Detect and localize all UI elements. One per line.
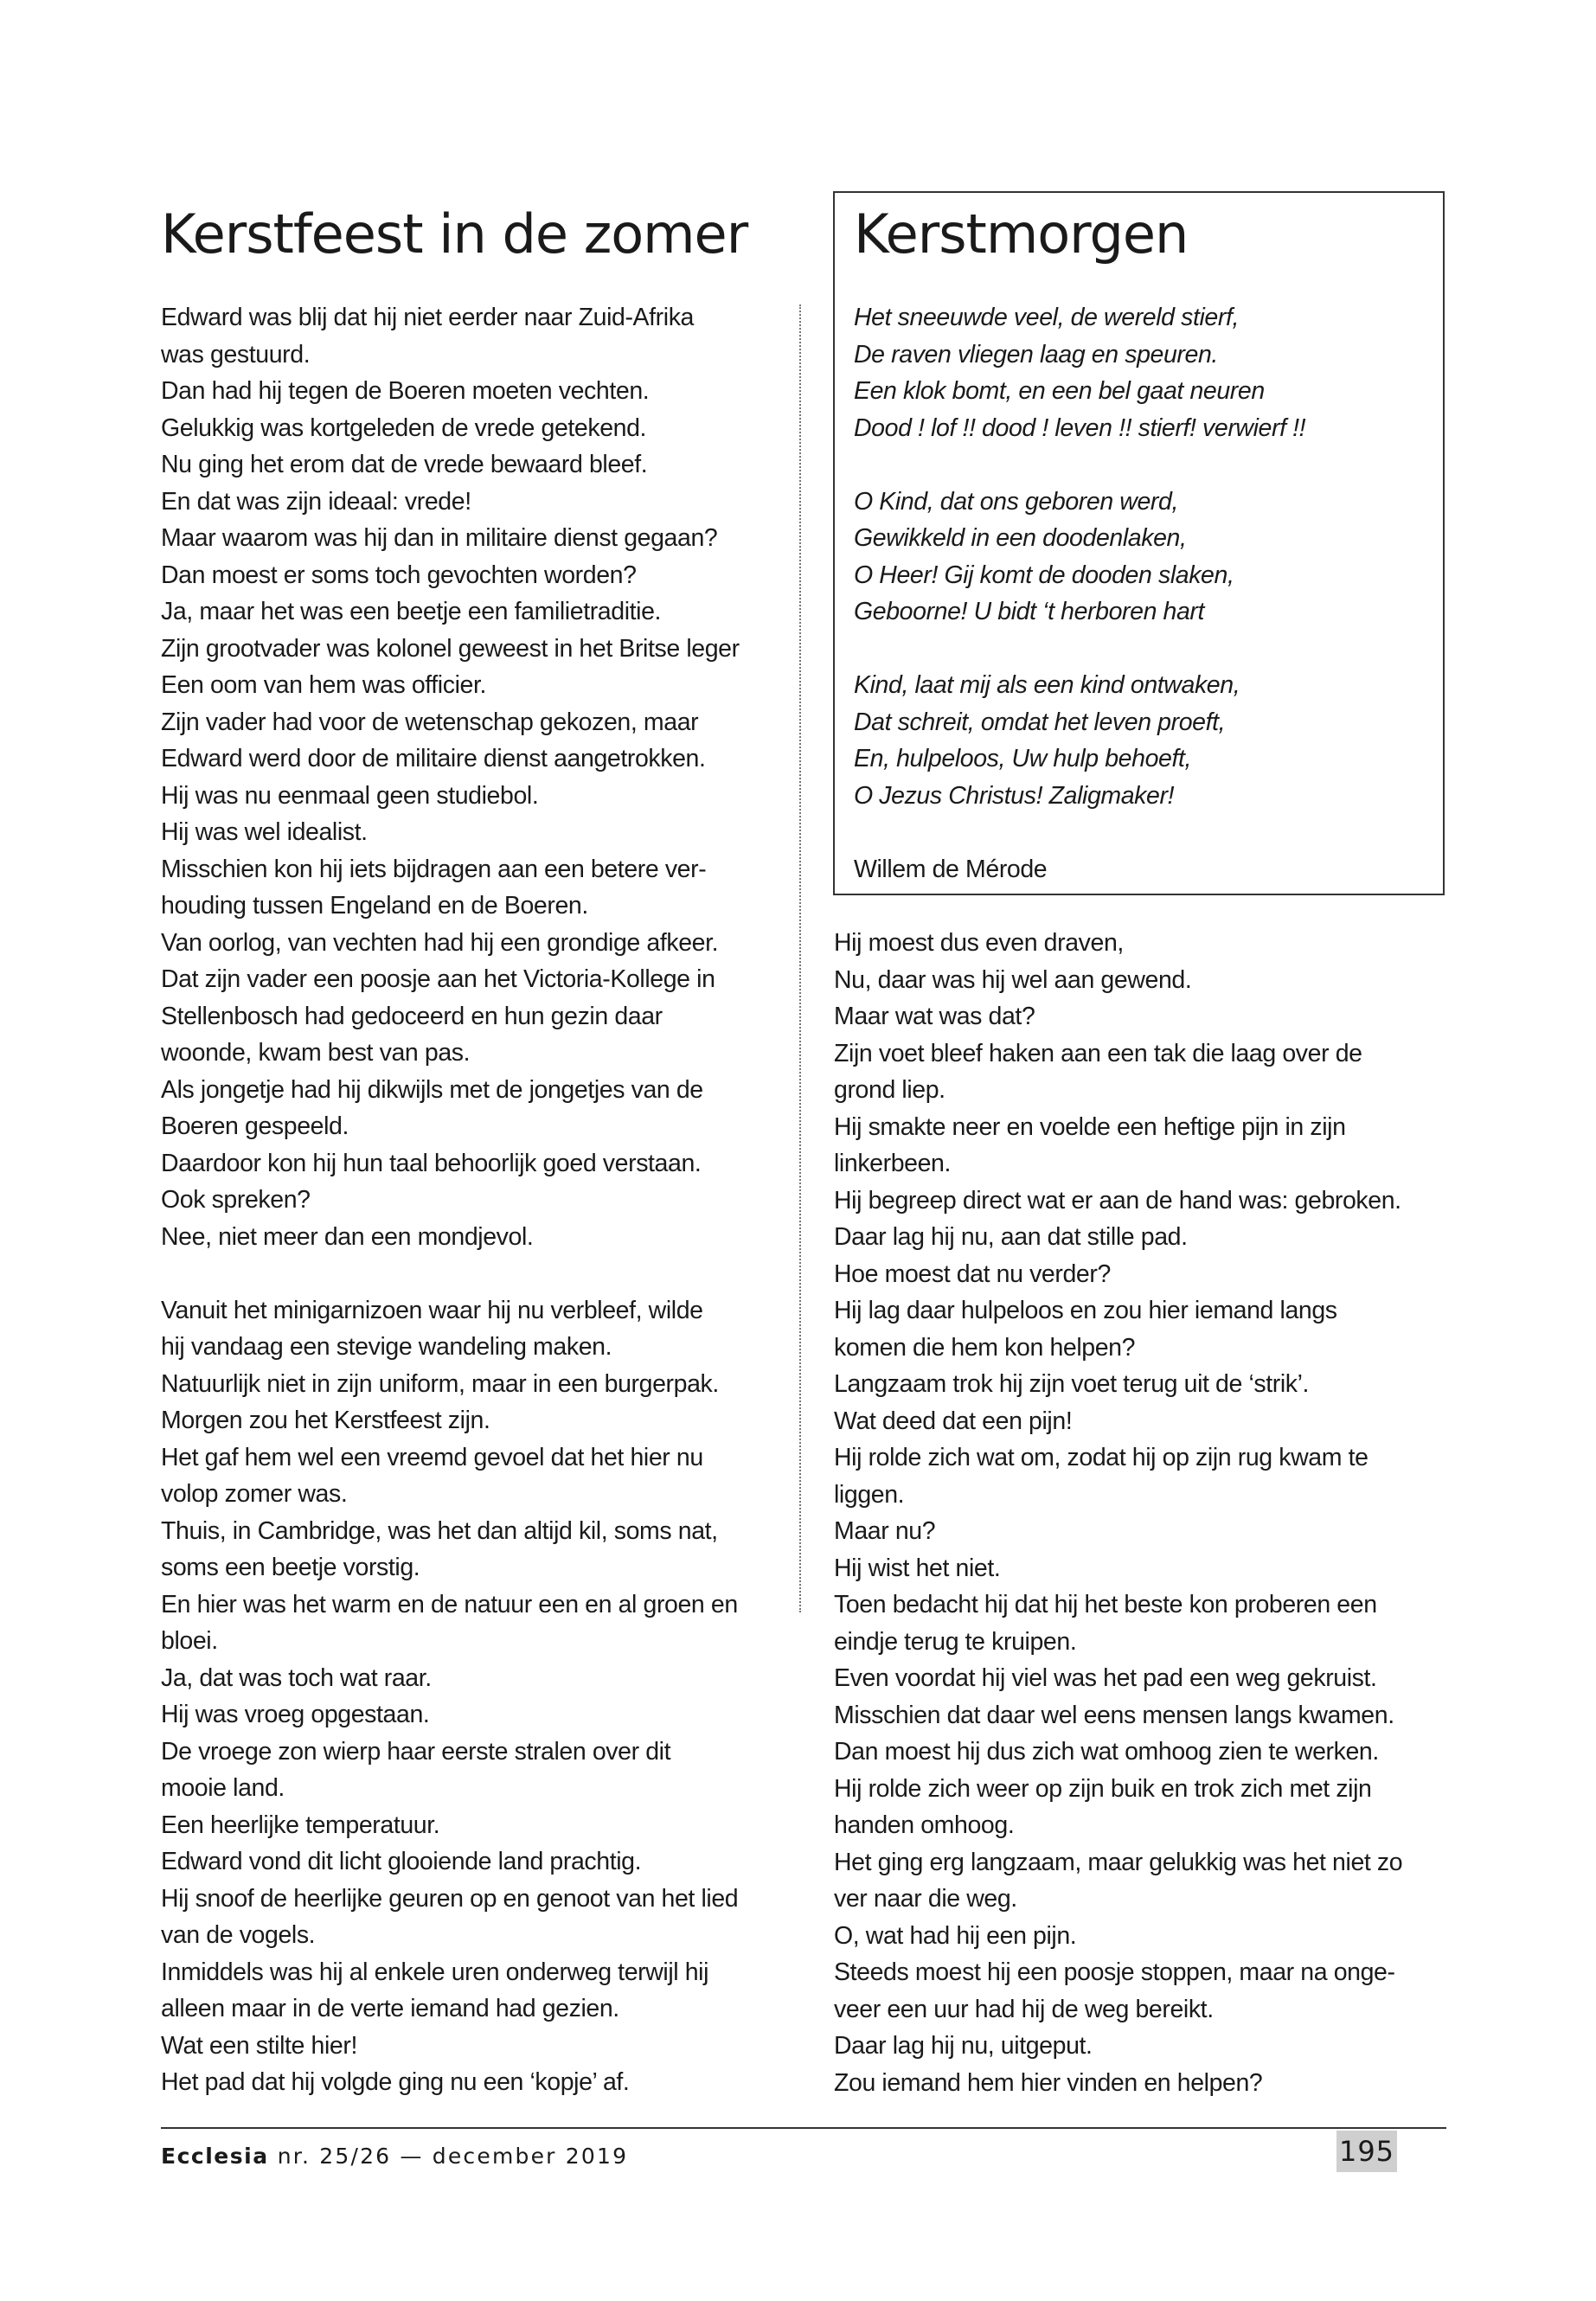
text-line: En hier was het warm en de natuur een en al groen en (161, 1590, 738, 1618)
text-line: Daardoor kon hij hun taal behoorlijk goed verstaan. (161, 1149, 702, 1177)
text-line: Een oom van hem was officier. (161, 671, 486, 699)
text-line: Zijn grootvader was kolonel geweest in het Britse leger (161, 634, 740, 663)
text-line: Hij begreep direct wat er aan de hand was: gebroken. (834, 1186, 1401, 1215)
poem-line: Gewikkeld in een doodenlaken, (854, 524, 1187, 552)
text-line: bloei. (161, 1627, 218, 1655)
article-left-column (161, 299, 784, 2101)
text-line: Het gaf hem wel een vreemd gevoel dat het hier nu (161, 1443, 703, 1471)
text-line: alleen maar in de verte iemand had gezien. (161, 1995, 619, 2022)
text-line: Hoe moest dat nu verder? (834, 1259, 1111, 1288)
poem-line: O Jezus Christus! Zaligmaker! (854, 781, 1175, 810)
footer-publication (161, 2144, 628, 2169)
text-line: Het ging erg langzaam, maar gelukkig was het niet zo (834, 1848, 1403, 1876)
text-line: Langzaam trok hij zijn voet terug uit de ‘strik’. (834, 1370, 1310, 1398)
text-line: Steeds moest hij een poosje stoppen, maar na onge- (834, 1958, 1395, 1986)
text-line: Hij rolde zich weer op zijn buik en trok zich met zijn (834, 1774, 1372, 1803)
text-line: veer een uur had hij de weg bereikt. (834, 1995, 1214, 2023)
text-line: Zijn voet bleef haken aan een tak die laag over de (834, 1039, 1362, 1067)
poem-title: Kerstmorgen (854, 202, 1189, 266)
text-line: Dat zijn vader een poosje aan het Victoria-Kollege in (161, 965, 715, 993)
text-line: Edward was blij dat hij niet eerder naar Zuid-Afrika (161, 304, 694, 331)
poem-line: Geboorne! U bidt ‘t herboren hart (854, 598, 1205, 625)
poem-line: O Heer! Gij komt de dooden slaken, (854, 561, 1234, 589)
footer-rule (161, 2127, 1446, 2129)
text-line: Ook spreken? (161, 1186, 311, 1214)
text-line: Inmiddels was hij al enkele uren onderweg terwijl hij (161, 1958, 709, 1986)
text-line: Edward vond dit licht glooiende land prachtig. (161, 1848, 642, 1875)
article-title: Kerstfeest in de zomer (161, 202, 748, 266)
text-line: Hij was nu eenmaal geen studiebol. (161, 781, 539, 810)
text-line: Een heerlijke temperatuur. (161, 1811, 440, 1839)
poem-line: En, hulpeloos, Uw hulp behoeft, (854, 745, 1192, 772)
text-line: Ja, maar het was een beetje een familietraditie. (161, 598, 662, 625)
page-number: 195 (1336, 2131, 1397, 2172)
text-line: Nee, niet meer dan een mondjevol. (161, 1222, 534, 1251)
paragraph-gap (161, 1255, 784, 1292)
poem-line: Dat schreit, omdat het leven proeft, (854, 708, 1226, 736)
text-line: Stellenbosch had gedoceerd en hun gezin daar (161, 1002, 663, 1030)
text-line: Hij moest dus even draven, (834, 929, 1124, 957)
text-line: Daar lag hij nu, aan dat stille pad. (834, 1223, 1188, 1251)
text-line: Hij smakte neer en voelde een heftige pijn in zijn (834, 1112, 1346, 1141)
text-line: Edward werd door de militaire dienst aangetrokken. (161, 745, 706, 772)
text-line: komen die hem kon helpen? (834, 1333, 1136, 1362)
text-line: Hij was vroeg opgestaan. (161, 1701, 430, 1728)
text-line: liggen. (834, 1480, 905, 1509)
text-line: soms een beetje vorstig. (161, 1554, 420, 1581)
text-line: Boeren gespeeld. (161, 1112, 349, 1140)
text-line: Gelukkig was kortgeleden de vrede getekend. (161, 413, 647, 442)
text-line: Morgen zou het Kerstfeest zijn. (161, 1407, 490, 1434)
text-line: Daar lag hij nu, uitgeput. (834, 2032, 1093, 2060)
text-line: Thuis, in Cambridge, was het dan altijd kil, soms nat, (161, 1516, 718, 1545)
text-line: Maar waarom was hij dan in militaire dienst gegaan? (161, 524, 718, 552)
text-line: was gestuurd. (161, 340, 311, 369)
text-line: En dat was zijn ideaal: vrede! (161, 487, 471, 516)
paragraph-gap (854, 631, 1305, 668)
poem-line: Het sneeuwde veel, de wereld stierf, (854, 304, 1240, 331)
poem-line: O Kind, dat ons geboren werd, (854, 487, 1178, 516)
text-line: woonde, kwam best van pas. (161, 1039, 471, 1067)
column-divider (799, 304, 801, 1612)
text-line: Hij rolde zich wat om, zodat hij op zijn rug kwam te (834, 1444, 1368, 1471)
text-line: Misschien dat daar wel eens mensen langs kwamen. (834, 1701, 1394, 1729)
text-line: Van oorlog, van vechten had hij een grondige afkeer. (161, 928, 719, 957)
text-line: Zou iemand hem hier vinden en helpen? (834, 2068, 1263, 2097)
text-line: grond liep. (834, 1076, 945, 1104)
text-line: Toen bedacht hij dat hij het beste kon proberen een (834, 1591, 1377, 1618)
poem-line: Kind, laat mij als een kind ontwaken, (854, 671, 1240, 699)
text-line: Zijn vader had voor de wetenschap gekozen, maar (161, 708, 699, 736)
text-line: Het pad dat hij volgde ging nu een ‘kopje’ af. (161, 2068, 630, 2096)
poem-author: Willem de Mérode (854, 856, 1048, 883)
article-right-column (834, 925, 1448, 2101)
poem-stanzas (854, 299, 1305, 814)
text-line: Maar nu? (834, 1517, 936, 1545)
text-line: volop zomer was. (161, 1480, 348, 1508)
text-line: Wat deed dat een pijn! (834, 1407, 1073, 1435)
text-line: Hij was wel idealist. (161, 818, 368, 846)
text-line: mooie land. (161, 1774, 285, 1802)
issue-info: nr. 25/26 — december 2019 (277, 2144, 629, 2169)
text-line: Misschien kon hij iets bijdragen aan een betere ver- (161, 855, 707, 883)
text-line: Wat een stilte hier! (161, 2031, 357, 2060)
text-line: Vanuit het minigarnizoen waar hij nu verbleef, wilde (161, 1296, 703, 1324)
text-line: Hij wist het niet. (834, 1554, 1001, 1582)
paragraph-gap (854, 446, 1305, 484)
text-line: Natuurlijk niet in zijn uniform, maar in een burgerpak. (161, 1369, 719, 1398)
text-line: ver naar die weg. (834, 1885, 1017, 1913)
poem-line: De raven vliegen laag en speuren. (854, 340, 1218, 369)
poem-line: Dood ! lof !! dood ! leven !! stierf! verwierf !! (854, 413, 1306, 442)
magazine-name: Ecclesia (161, 2144, 269, 2169)
text-line: eindje terug te kruipen. (834, 1627, 1077, 1656)
text-line: Als jongetje had hij dikwijls met de jongetjes van de (161, 1075, 703, 1104)
text-line: Ja, dat was toch wat raar. (161, 1663, 432, 1692)
text-line: hij vandaag een stevige wandeling maken. (161, 1333, 612, 1361)
text-line: Dan moest hij dus zich wat omhoog zien te werken. (834, 1738, 1379, 1766)
text-line: De vroege zon wierp haar eerste stralen over dit (161, 1737, 671, 1766)
text-line: linkerbeen. (834, 1150, 952, 1177)
text-line: Hij snoof de heerlijke geuren op en genoot van het lied (161, 1884, 739, 1913)
text-line: handen omhoog. (834, 1811, 1015, 1839)
text-line: Hij lag daar hulpeloos en zou hier iemand langs (834, 1297, 1337, 1324)
text-line: Even voordat hij viel was het pad een weg gekruist. (834, 1664, 1377, 1692)
poem-line: Een klok bomt, en een bel gaat neuren (854, 377, 1265, 405)
text-line: Dan had hij tegen de Boeren moeten vechten. (161, 377, 650, 405)
text-line: Nu ging het erom dat de vrede bewaard bleef. (161, 451, 648, 478)
text-line: O, wat had hij een pijn. (834, 1921, 1077, 1950)
text-line: van de vogels. (161, 1921, 316, 1949)
text-line: Nu, daar was hij wel aan gewend. (834, 965, 1192, 994)
text-line: Maar wat was dat? (834, 1003, 1035, 1030)
text-line: Dan moest er soms toch gevochten worden? (161, 561, 637, 589)
text-line: houding tussen Engeland en de Boeren. (161, 892, 588, 920)
